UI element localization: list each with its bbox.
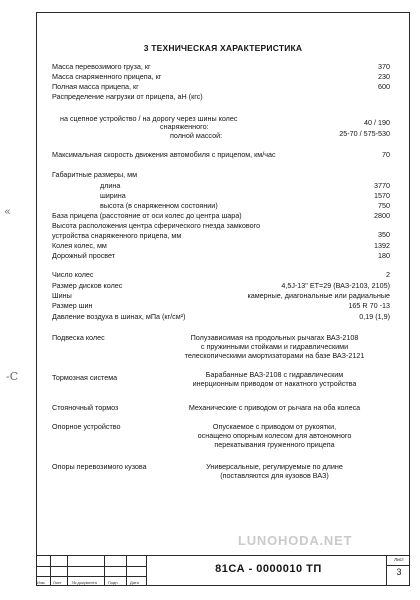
- stamp-header-rev: Изм.: [37, 580, 46, 585]
- stamp-header-date: Дата: [130, 580, 139, 585]
- component-label: Тормозная система: [52, 373, 118, 382]
- description-line: (поставляются для кузовов ВАЗ): [220, 471, 329, 480]
- component-label: Опоры перевозимого кузова: [52, 462, 147, 471]
- param-label: Давление воздуха в шинах, мПа (кг/см²): [52, 312, 186, 321]
- param-value: 40 / 190: [364, 118, 390, 127]
- component-description: [172, 333, 377, 360]
- param-value: 2: [386, 270, 390, 279]
- component-description: [172, 462, 377, 480]
- description-line: с пружинными стойками и гидравлическими: [200, 342, 349, 351]
- margin-mark-top: «: [4, 205, 11, 218]
- stamp-line: [67, 556, 68, 586]
- stamp-header-sheet: Лист: [53, 580, 62, 585]
- watermark-text: LUNOHODA.NET: [238, 533, 353, 548]
- param-label: Масса перевозимого груза, кг: [52, 62, 151, 71]
- param-value: 600: [378, 82, 390, 91]
- stamp-line: [36, 566, 146, 567]
- component-label: Опорное устройство: [52, 422, 121, 431]
- param-label: устройства снаряженного прицепа, мм: [52, 231, 182, 240]
- description-line: инерционным приводом от накатного устройства: [192, 379, 357, 388]
- param-label: Полная масса прицепа, кг: [52, 82, 139, 91]
- component-description: [172, 403, 377, 412]
- param-label: на сцепное устройство / на дорогу через шины колес: [60, 114, 238, 123]
- stamp-line: [50, 556, 51, 586]
- param-value: 4,5J-13" ET=29 (ВАЗ-2103, 2105): [281, 281, 390, 290]
- stamp-line: [36, 576, 146, 577]
- component-label: Стояночный тормоз: [52, 403, 119, 412]
- param-label: Максимальная скорость движения автомобиля с прицепом, км/час: [52, 150, 276, 159]
- param-label: Габаритные размеры, мм: [52, 170, 138, 179]
- component-description: [172, 370, 377, 388]
- param-value: 750: [378, 201, 390, 210]
- stamp-line: [104, 556, 105, 586]
- param-label: База прицепа (расстояние от оси колес до центра шара): [52, 211, 242, 220]
- param-label: длина: [100, 181, 121, 190]
- section-title: 3 ТЕХНИЧЕСКАЯ ХАРАКТЕРИСТИКА: [143, 43, 303, 53]
- param-label: Дорожный просвет: [52, 251, 116, 260]
- sheet-label: Лист: [394, 557, 404, 562]
- description-line: перекатывания груженного прицепа: [214, 440, 335, 449]
- description-line: оснащено опорным колесом для автономного: [197, 431, 352, 440]
- description-line: Опускаемое с приводом от рукоятки,: [212, 422, 337, 431]
- param-value: 350: [378, 230, 390, 239]
- param-value: 180: [378, 251, 390, 260]
- param-label: Распределение нагрузки от прицепа, аН (кгс): [52, 92, 203, 101]
- component-label: Подвеска колес: [52, 333, 105, 342]
- param-label: ширина: [100, 191, 126, 200]
- title-block: [36, 555, 410, 586]
- param-value: 1570: [374, 191, 390, 200]
- description-line: Универсальные, регулируемые по длине: [206, 462, 343, 471]
- param-label: Размер шин: [52, 301, 93, 310]
- stamp-header-sign: Подп.: [108, 580, 119, 585]
- param-value: камерные, диагональные или радиальные: [247, 291, 390, 300]
- param-label: Колея колес, мм: [52, 241, 107, 250]
- param-value: 370: [378, 62, 390, 71]
- param-label: снаряженного:: [160, 122, 209, 131]
- description-line: Полузависимая на продольных рычагах ВАЗ-2108: [190, 333, 359, 342]
- param-label: Шины: [52, 291, 72, 300]
- param-value: 70: [382, 150, 390, 159]
- param-value: 165 R 70 -13: [348, 301, 390, 310]
- stamp-line: [146, 556, 147, 586]
- param-value: 3770: [374, 181, 390, 190]
- stamp-line: [386, 556, 387, 586]
- param-label: Высота расположения центра сферического гнезда замкового: [52, 221, 261, 230]
- description-line: телескопическими амортизаторами на базе ВАЗ-2121: [184, 351, 365, 360]
- param-label: высота (в снаряженном состоянии): [100, 201, 218, 210]
- stamp-line: [126, 556, 127, 586]
- param-value: 0,19 (1,9): [359, 312, 390, 321]
- margin-mark-bottom: -C: [6, 370, 19, 383]
- stamp-line: [386, 565, 410, 566]
- param-label: полной массой:: [170, 131, 223, 140]
- component-description: [172, 422, 377, 449]
- param-value: 1392: [374, 241, 390, 250]
- param-label: Число колес: [52, 270, 94, 279]
- description-line: Механические с приводом от рычага на оба колеса: [188, 403, 361, 412]
- stamp-header-doc: № документа: [72, 580, 97, 585]
- param-value: 230: [378, 72, 390, 81]
- document-number: 81СА - 0000010 ТП: [215, 563, 322, 575]
- sheet-number: 3: [396, 567, 402, 577]
- param-value: 2800: [374, 211, 390, 220]
- param-label: Размер дисков колес: [52, 281, 123, 290]
- param-value: 25-70 / 575-530: [339, 129, 390, 138]
- param-label: Масса снаряженного прицепа, кг: [52, 72, 162, 81]
- description-line: Барабанные ВАЗ-2108 с гидравлическим: [205, 370, 344, 379]
